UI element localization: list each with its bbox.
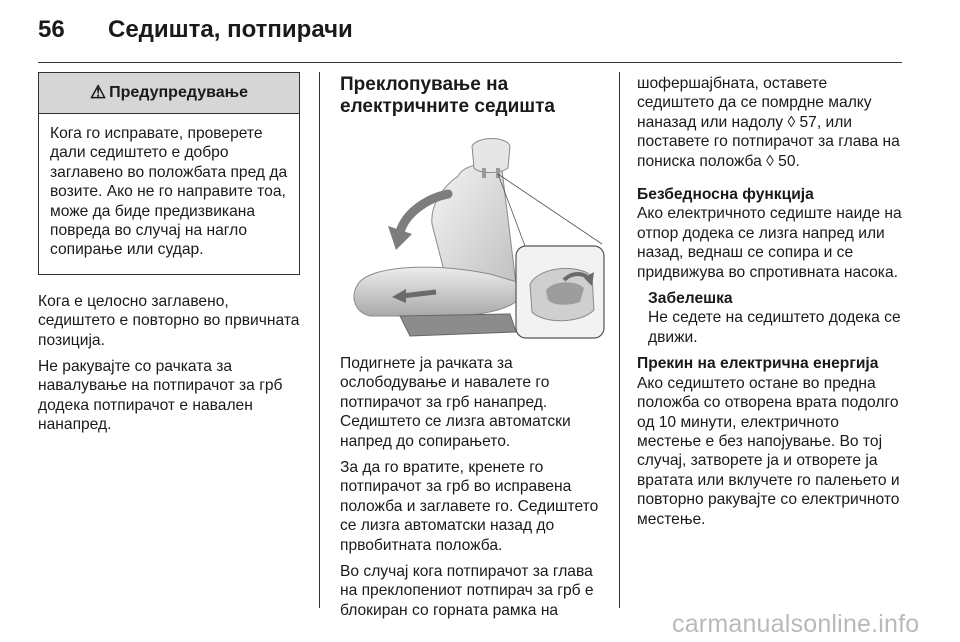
paragraph: Подигнете ја рачката за ослободување и навалете го потпирачот за грб нанапред. Седиштето се лизга автоматски напред до сопирањето. (340, 355, 571, 450)
subheading-power-cut: Прекин на електрична енергија (637, 355, 879, 373)
column-3 (637, 74, 907, 536)
column-divider-2 (619, 72, 620, 608)
header-rule (38, 62, 902, 63)
subheading-safety: Безбедносна функција (637, 186, 814, 204)
column-2 (340, 74, 606, 627)
paragraph: Ако електричното седиште наиде на отпор додека се лизга напред или назад, веднаш се сопира и се придвижува во спротивната насока. (637, 205, 902, 281)
warning-text: Кога го исправате, проверете дали седиштето е добро заглавено во положбата пред да возите. Ако не го направите тоа, може да биде предизвикана повреда во случај на нагло сопирање или судар. (50, 125, 288, 259)
paragraph: Во случај кога потпирачот за глава на преклопениот потпирач за грб е блокиран со горната рамка на (340, 563, 594, 619)
paragraph: За да го вратите, кренете го потпирачот за грб во исправена положба и заглавете го. Седиштето се лизга автоматски назад до првобитната положба. (340, 459, 599, 554)
paragraph: шофершајбната, оставете седиштето да се помрдне малку наназад или надолу ◊ 57, или поставете го потпирачот за глава на пониска положба ◊ 50. (637, 75, 900, 170)
column-divider-1 (319, 72, 320, 608)
page-header (38, 16, 353, 50)
paragraph: Кога е целосно заглавено, седиштето е повторно во првичната позиција. (38, 292, 300, 349)
paragraph: Ако седиштето остане во предна положба со отворена врата подолго од 10 минути, електричното местење е без напојување. Во тој случај, затворете ја и отворете ја вратата или вклучете го палењето и повторно ракувајте со електричното местење. (637, 374, 900, 528)
note-box (648, 289, 907, 347)
warning-header (39, 73, 299, 114)
note-title: Забелешка (648, 290, 733, 308)
page-number: 56 (38, 16, 65, 43)
seat-illustration (340, 134, 606, 340)
watermark: carmanualsonline.info (672, 610, 920, 638)
warning-triangle-icon: ⚠ (89, 82, 107, 103)
warning-box (38, 72, 300, 275)
note-text: Не седете на седиштето додека се движи. (648, 309, 901, 346)
page-title: Седишта, потпирачи (108, 16, 353, 43)
warning-title: Предупредување (109, 84, 249, 102)
section-heading: Преклопување на електричните седишта (340, 74, 555, 117)
column-1 (38, 72, 300, 442)
paragraph: Не ракувајте со рачката за навалување на потпирачот за грб додека потпирачот е навален нанапред. (38, 358, 283, 434)
